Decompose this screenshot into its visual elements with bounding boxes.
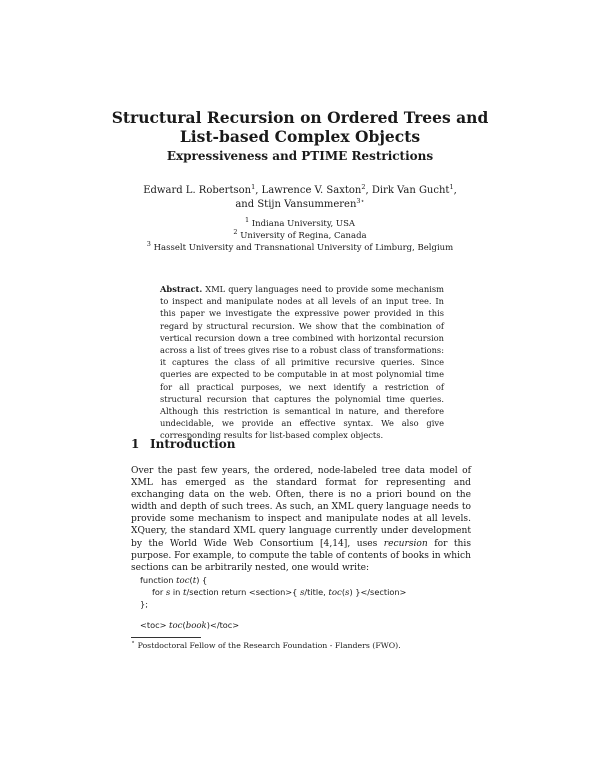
affiliation-2-text: University of Regina, Canada [240, 231, 367, 241]
affiliation-1-text: Indiana University, USA [251, 219, 356, 229]
code-paren-3: ( [182, 620, 186, 630]
code-fn-toc-3: toc [169, 621, 183, 631]
code-line-2 [152, 586, 406, 599]
code-toc-close: )</toc> [206, 620, 240, 630]
author-2: , Lawrence V. Saxton [255, 185, 362, 196]
affiliation-3-mark: 3 [146, 240, 151, 248]
code-keyword-for: for [152, 587, 166, 597]
section-heading-introduction [131, 436, 235, 452]
section-title: Introduction [150, 437, 236, 451]
code-title-path: /title, [304, 587, 329, 597]
code-line-4 [140, 619, 239, 632]
affiliation-1 [0, 218, 600, 230]
author-4: , and Stijn Vansummeren [235, 185, 457, 210]
section-number: 1 [131, 437, 140, 451]
affiliation-3-text: Hasselt University and Transnational University of Limburg, Belgium [153, 243, 454, 253]
footnote [131, 640, 471, 651]
introduction-paragraph [131, 465, 471, 574]
abstract [160, 283, 444, 442]
code-arg-t: t [192, 576, 197, 586]
code-paren-2: ( [341, 587, 346, 597]
author-2-affil-mark: 2 [361, 183, 366, 191]
affiliation-2 [0, 230, 600, 242]
code-arg-s: s [345, 588, 350, 598]
author-3-affil-mark: 1 [449, 183, 454, 191]
author-1: Edward L. Robertson [143, 185, 252, 196]
paper-title-line-2: List-based Complex Objects [179, 127, 421, 146]
code-keyword-function: function [140, 575, 177, 585]
paper-title-line-1: Structural Recursion on Ordered Trees and [111, 108, 489, 127]
code-section-close: ) }</section> [349, 587, 407, 597]
code-var-s-2: s [299, 588, 305, 598]
footnote-text: Postdoctoral Fellow of the Research Foundation - Flanders (FWO). [137, 641, 401, 650]
paper-subtitle: Expressiveness and PTIME Restrictions [166, 149, 434, 163]
code-toc-open: <toc> [140, 620, 170, 630]
author-list [140, 184, 460, 212]
code-line-3: }; [140, 599, 148, 609]
code-paren-brace: ) { [196, 575, 208, 585]
author-3: , Dirk Van Gucht [365, 185, 450, 196]
code-arg-book: book [185, 621, 207, 631]
author-1-affil-mark: 1 [251, 183, 256, 191]
intro-emphasis-recursion: recursion [383, 538, 428, 549]
intro-text-part-2: for this purpose. For example, to compute the table of contents of books in which sections can be arbitrarily nested, one would write: [131, 538, 471, 573]
abstract-text: XML query languages need to provide some mechanism to inspect and manipulate nodes at all levels of an input tree. In this paper we investigate the expressive power provided in this regard by structural recursion. We show that the combination of vertical recursion down a tree combined with horizontal recursion across a list of trees gives rise to a robust class of transformations: it captures the class of all primitive recursive queries. Since queries are expected to be computable in at most polynomial time for all practical purposes, we next identify a restriction of structural recursion that captures the polynomial time queries. Although this restriction is semantical in nature, and therefore undecidable, we provide an effective syntax. We also give corresponding results for list-based complex objects. [160, 284, 444, 441]
footnote-divider [131, 637, 201, 638]
code-fn-toc: toc [176, 576, 190, 586]
affiliation-2-mark: 2 [233, 228, 238, 236]
intro-text-part-1: Over the past few years, the ordered, node-labeled tree data model of XML has emerged as the standard format for representing and exchanging data on the web. Often, there is no a priori bound on the width and depth of such trees. As such, an XML query language needs to provide some mechanism to inspect and manipulate nodes at all levels. XQuery, the standard XML query language currently under development by the World Wide Web Consortium [4,14], uses [131, 466, 471, 549]
affiliation-3 [0, 242, 600, 254]
code-fn-toc-2: toc [328, 588, 342, 598]
code-var-s: s [165, 588, 171, 598]
code-keyword-in: in [170, 587, 183, 597]
affiliation-1-mark: 1 [244, 216, 250, 224]
abstract-label: Abstract. [160, 284, 203, 294]
code-var-t: t [182, 588, 187, 598]
author-4-affil-mark: 3⋆ [356, 197, 365, 205]
footnote-mark: ⋆ [131, 638, 136, 646]
code-section-open: /section return <section>{ [186, 587, 300, 597]
code-paren: ( [189, 575, 193, 585]
